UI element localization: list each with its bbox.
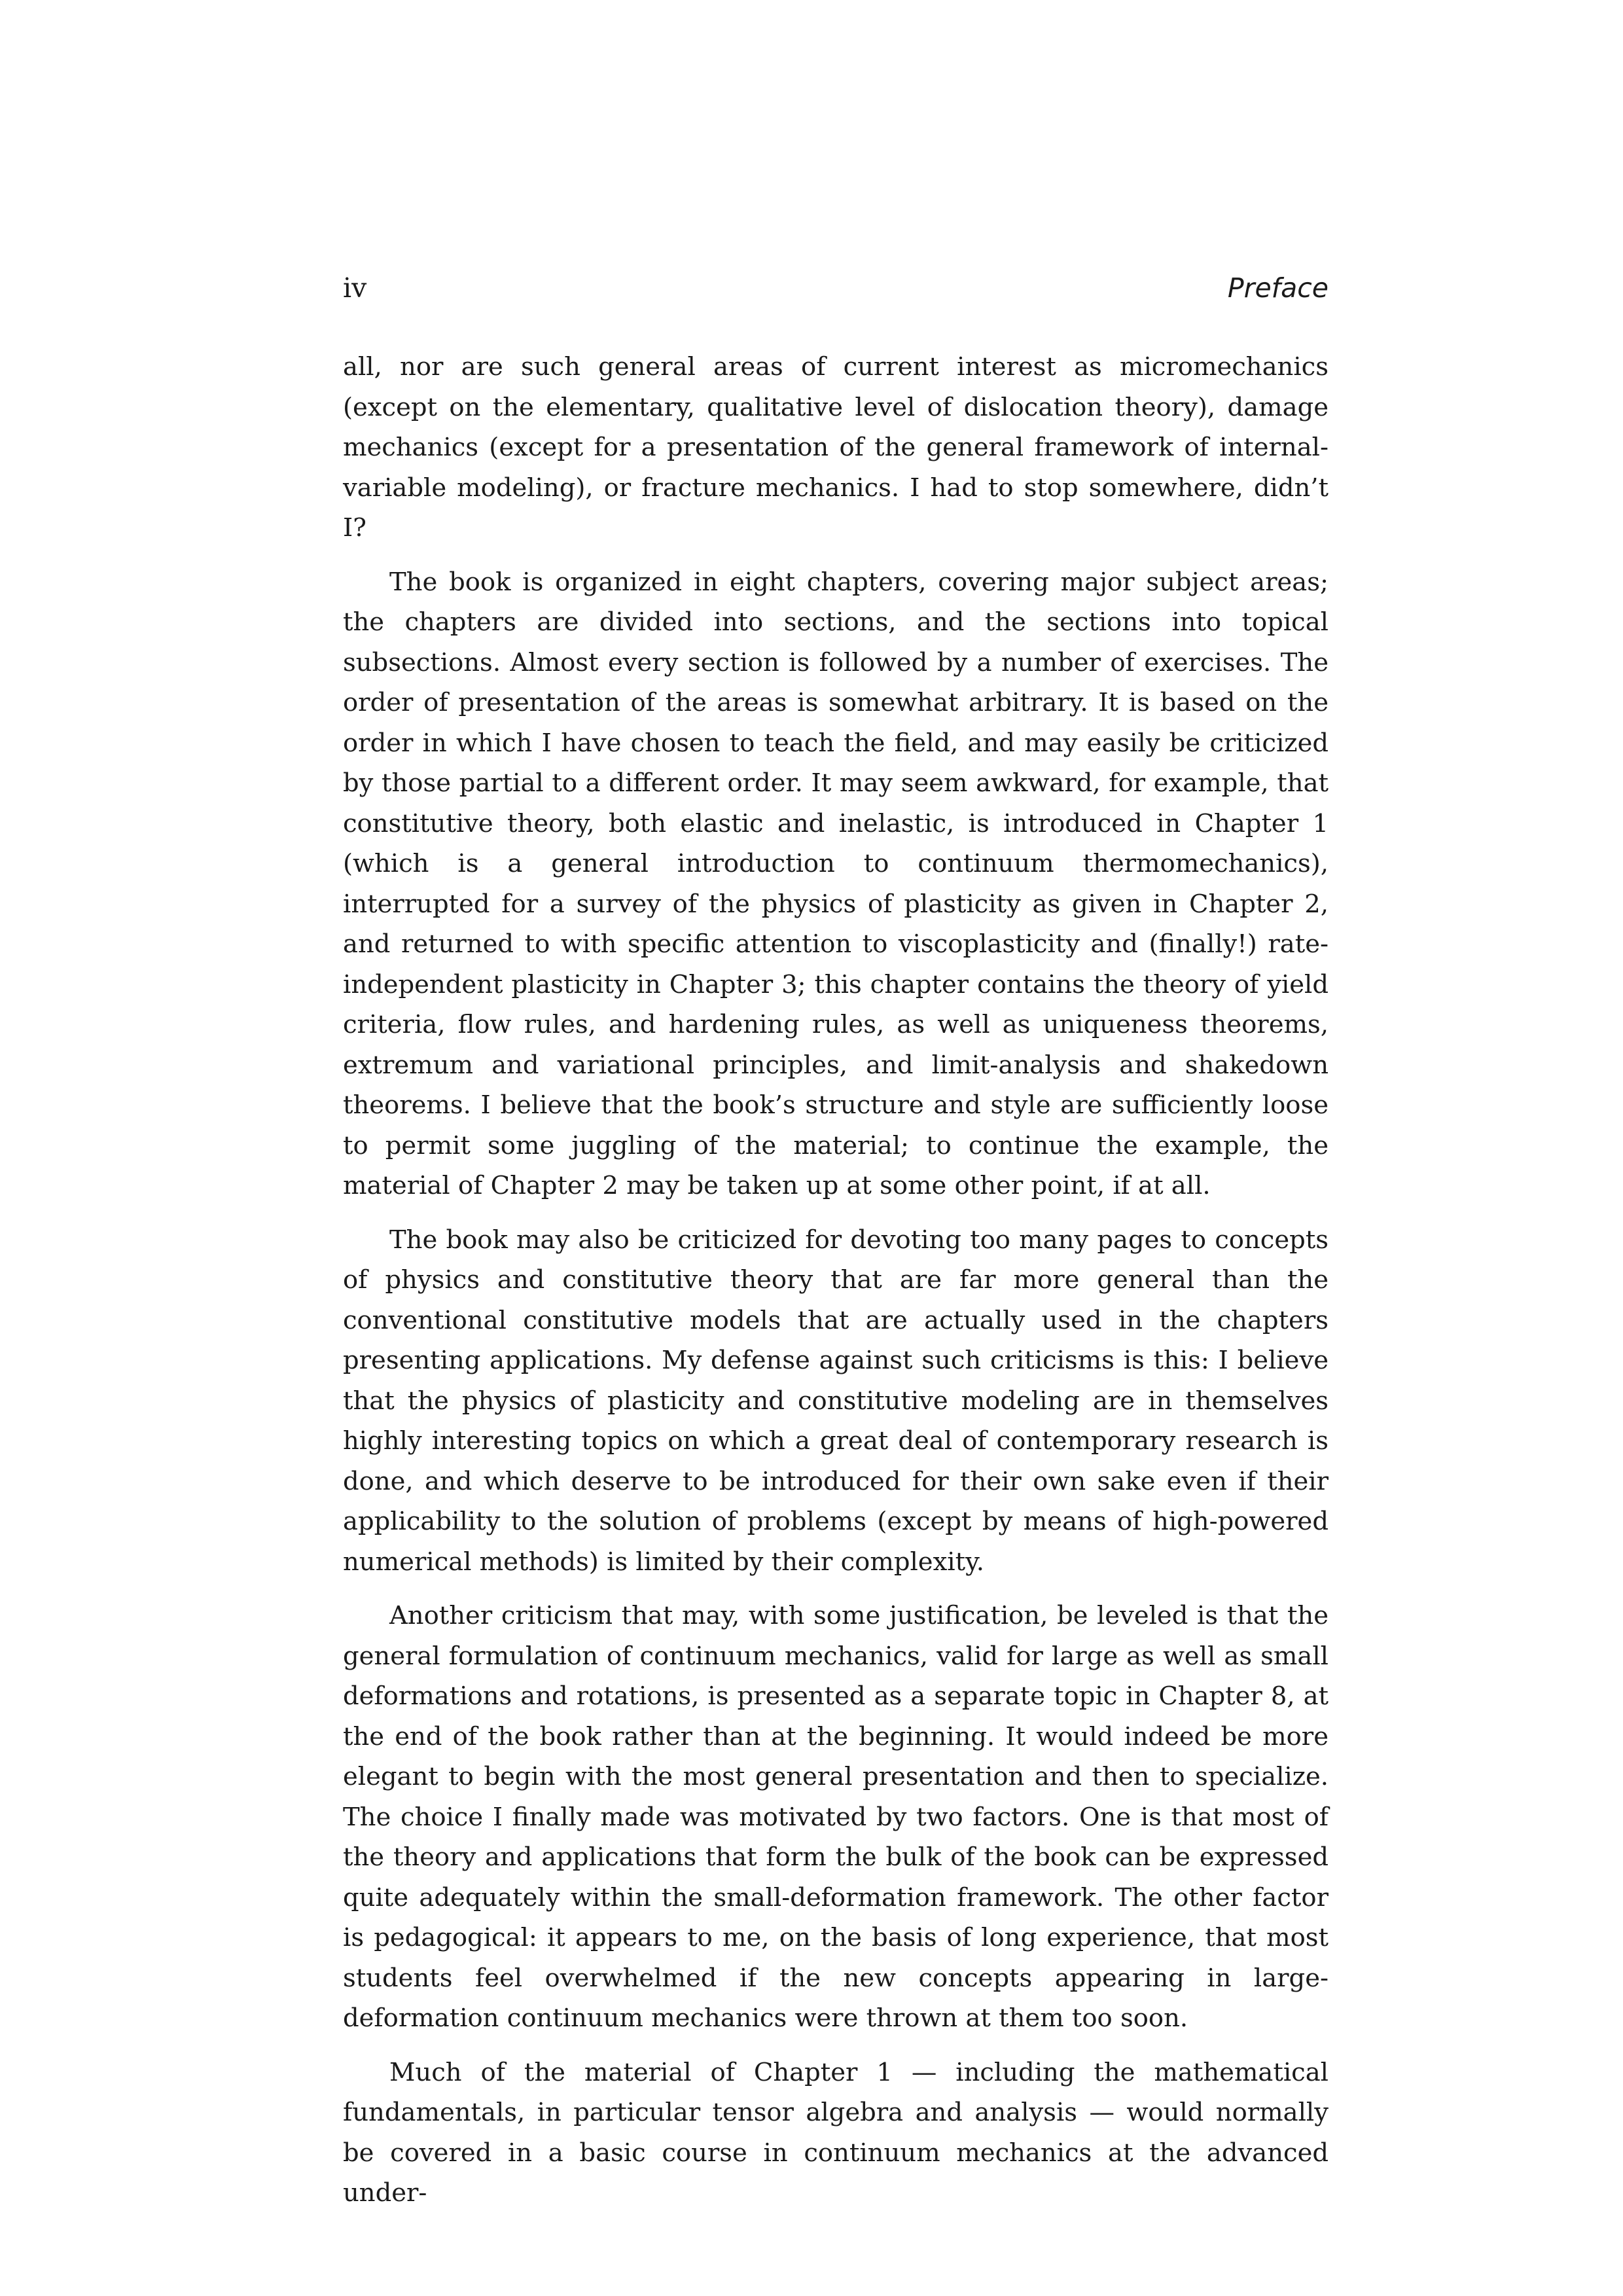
section-title: Preface bbox=[1227, 272, 1329, 304]
paragraph-criticism-physics: The book may also be criticized for devoting too many pages to concepts of physics and constitutive theory that are far more general than the conventional constitutive models that are actually used in the chapters presenting applications. My defense against such criticisms is this: I believe that the physics of plasticity and constitutive modeling are in themselves highly interesting topics on which a great deal of contemporary research is done, and which deserve to be introduced for their own sake even if their applicability to the solution of problems (except by means of high-powered numerical methods) is limited by their complexity. bbox=[343, 1225, 1329, 1577]
paragraph-chapter-one: Much of the material of Chapter 1 — including the mathematical fundamentals, in particular tensor algebra and analysis — would normally be covered in a basic course in continuum mechanics at the advanced under- bbox=[343, 2057, 1329, 2208]
paragraph-criticism-formulation: Another criticism that may, with some justification, be leveled is that the general formulation of continuum mechanics, valid for large as well as small deformations and rotations, is presented as a separate topic in Chapter 8, at the end of the book rather than at the beginning. It would indeed be more elegant to begin with the most general presentation and then to specialize. The choice I finally made was motivated by two factors. One is that most of the theory and applications that form the bulk of the book can be expressed quite adequately within the small-deformation framework. The other factor is pedagogical: it appears to me, on the basis of long experience, that most students feel overwhelmed if the new concepts appearing in large-deformation continuum mechanics were thrown at them too soon. bbox=[343, 1601, 1329, 2033]
page-number: iv bbox=[343, 272, 367, 304]
paragraph-continuation: all, nor are such general areas of current interest as micromechanics (except on the elementary, qualitative level of dislocation theory), damage mechanics (except for a presentation of the general framework of internal-variable modeling), or fracture mechanics. I had to stop somewhere, didn’t I? bbox=[343, 352, 1329, 543]
running-head bbox=[343, 262, 1329, 314]
body-text bbox=[343, 347, 1329, 2214]
paragraph-organization: The book is organized in eight chapters, covering major subject areas; the chapters are divided into sections, and the sections into topical subsections. Almost every section is followed by a number of exercises. The order of presentation of the areas is somewhat arbitrary. It is based on the order in which I have chosen to teach the field, and may easily be criticized by those partial to a different order. It may seem awkward, for example, that constitutive theory, both elastic and inelastic, is introduced in Chapter 1 (which is a general introduction to continuum thermomechanics), interrupted for a survey of the physics of plasticity as given in Chapter 2, and returned to with specific attention to viscoplasticity and (finally!) rate-independent plasticity in Chapter 3; this chapter contains the theory of yield criteria, flow rules, and hardening rules, as well as uniqueness theorems, extremum and variational principles, and limit-analysis and shakedown theorems. I believe that the book’s structure and style are sufficiently loose to permit some juggling of the material; to continue the example, the material of Chapter 2 may be taken up at some other point, if at all. bbox=[343, 567, 1329, 1200]
